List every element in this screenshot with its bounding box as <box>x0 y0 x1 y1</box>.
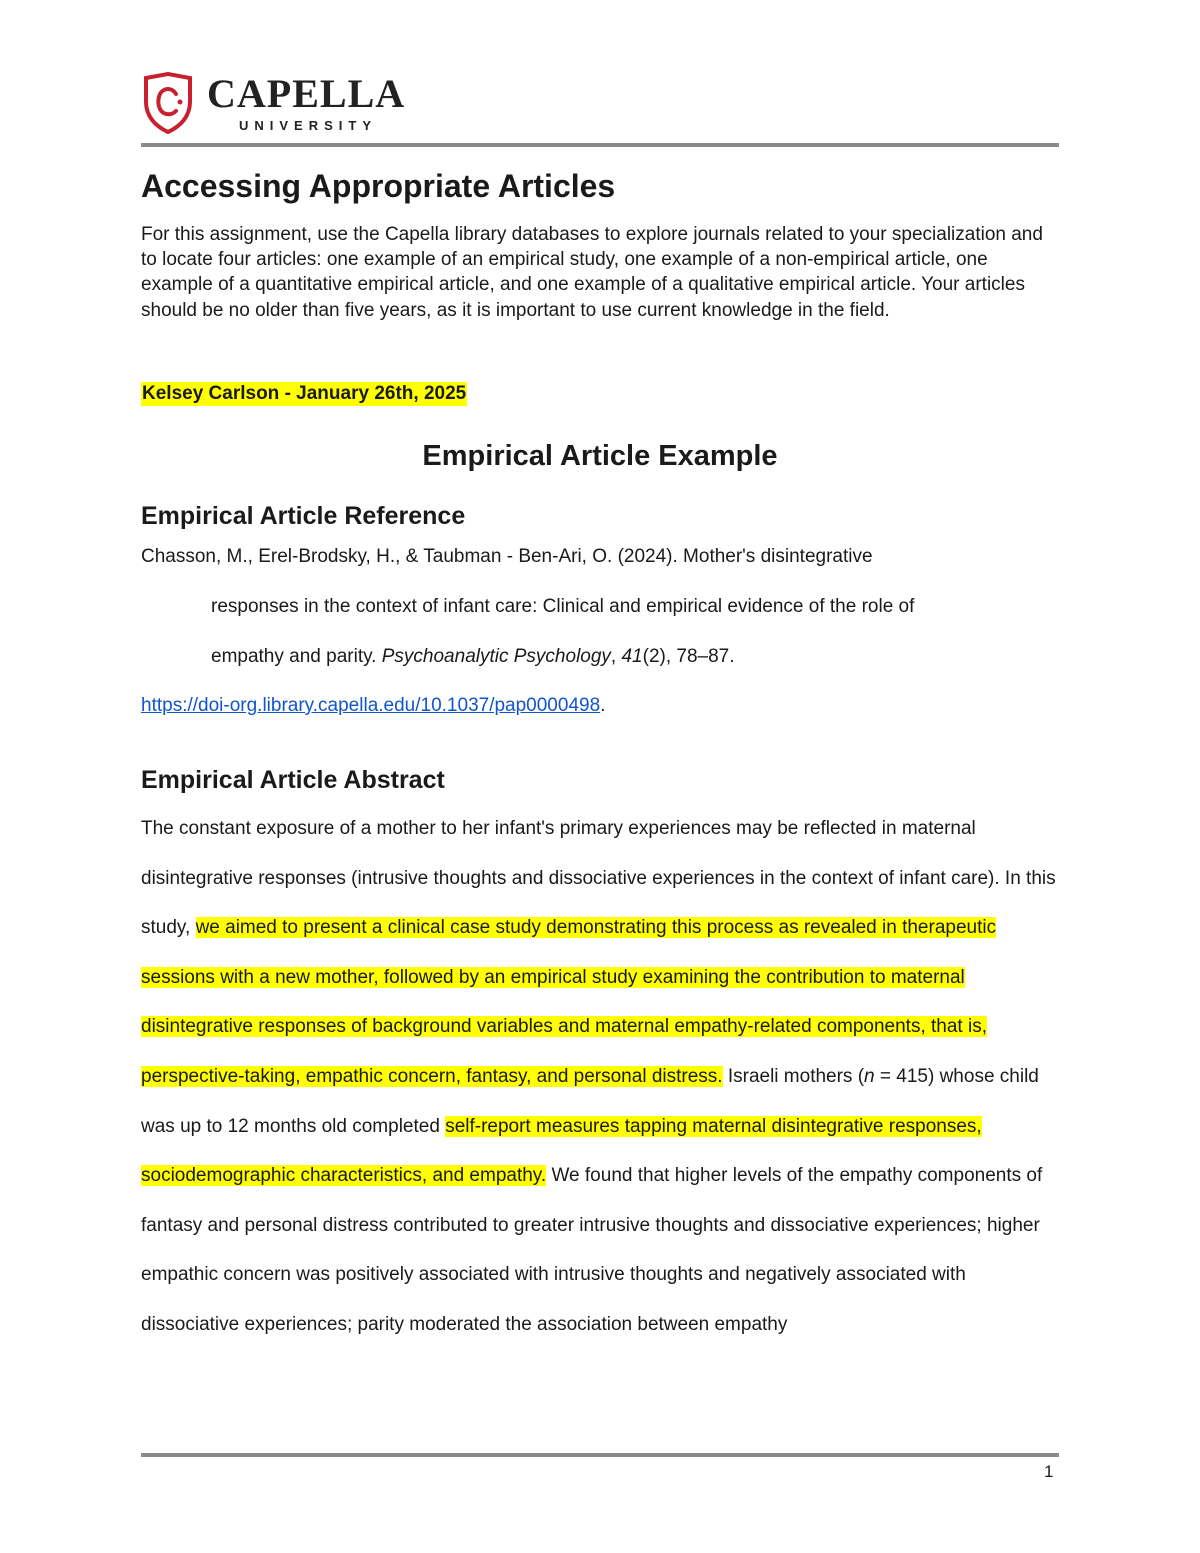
doi-period: . <box>600 695 606 716</box>
logo-subtext: UNIVERSITY <box>239 118 378 133</box>
abstract-paragraph <box>141 804 1066 1350</box>
capella-shield-icon <box>143 72 193 134</box>
reference-line-4 <box>141 694 605 718</box>
document-title: Accessing Appropriate Articles <box>141 168 616 204</box>
abstract-text-4: We found that higher levels of the empathy components of fantasy and personal distress contributed to greater intrusive thoughts and dissociative experiences; higher empathic concern was positively associated with intrusive thoughts and negatively associated with dissociative experiences; parity moderated the association between empathy <box>141 1165 1043 1335</box>
doi-link[interactable]: https://doi-org.library.capella.edu/10.1037/pap0000498 <box>141 695 601 716</box>
logo-wordmark: CAPELLA <box>207 71 406 116</box>
author-date-line: Kelsey Carlson - January 26th, 2025 <box>142 383 467 404</box>
journal-name: Psychoanalytic Psychology <box>381 646 611 667</box>
section-title: Empirical Article Example <box>422 440 778 472</box>
abstract-text-3: = 415) whose child was up to 12 months old completed <box>141 1065 1039 1137</box>
capella-logo <box>143 72 433 134</box>
abstract-n-symbol: n <box>864 1065 875 1087</box>
intro-paragraph: For this assignment, use the Capella library databases to explore journals related to your specialization and to locate four articles: one example of an empirical study, one example of a non-empirical article, one example of a quantitative empirical article, and one example of a qualitative empirical article. Your articles should be no older than five years, as it is important to use current knowledge in the field. <box>141 224 1043 321</box>
journal-volume: 41 <box>621 646 643 667</box>
abstract-highlight-aim: we aimed to present a clinical case study demonstrating this process as revealed in therapeutic sessions with a new mother, followed by an empirical study examining the contribution to maternal disintegrative responses of background variables and maternal empathy-related components, that is, perspective-taking, empathic concern, fantasy, and personal distress. <box>141 917 997 1087</box>
reference-line-2: responses in the context of infant care: Clinical and empirical evidence of the role of <box>211 596 915 617</box>
abstract-text-2: Israeli mothers ( <box>722 1065 865 1087</box>
abstract-heading: Empirical Article Abstract <box>141 766 445 794</box>
footer-divider <box>141 1453 1059 1457</box>
reference-line-1: Chasson, M., Erel-Brodsky, H., & Taubman - Ben-Ari, O. (2024). Mother's disintegrative <box>141 546 873 567</box>
header-divider <box>141 143 1059 147</box>
reference-text: empathy and parity. <box>211 646 382 667</box>
reference-line-3 <box>211 645 735 669</box>
reference-heading: Empirical Article Reference <box>141 502 466 530</box>
abstract-highlight-measures: self-report measures tapping maternal disintegrative responses, sociodemographic characteristics, and empathy. <box>141 1115 982 1187</box>
abstract-text-1: The constant exposure of a mother to her infant's primary experiences may be reflected in maternal disintegrative responses (intrusive thoughts and dissociative experiences in the context of infant care). In this study, <box>141 818 1056 939</box>
page-number: 1 <box>1044 1462 1054 1481</box>
issue-pages: (2), 78–87. <box>642 646 735 667</box>
reference-separator: , <box>610 646 622 667</box>
